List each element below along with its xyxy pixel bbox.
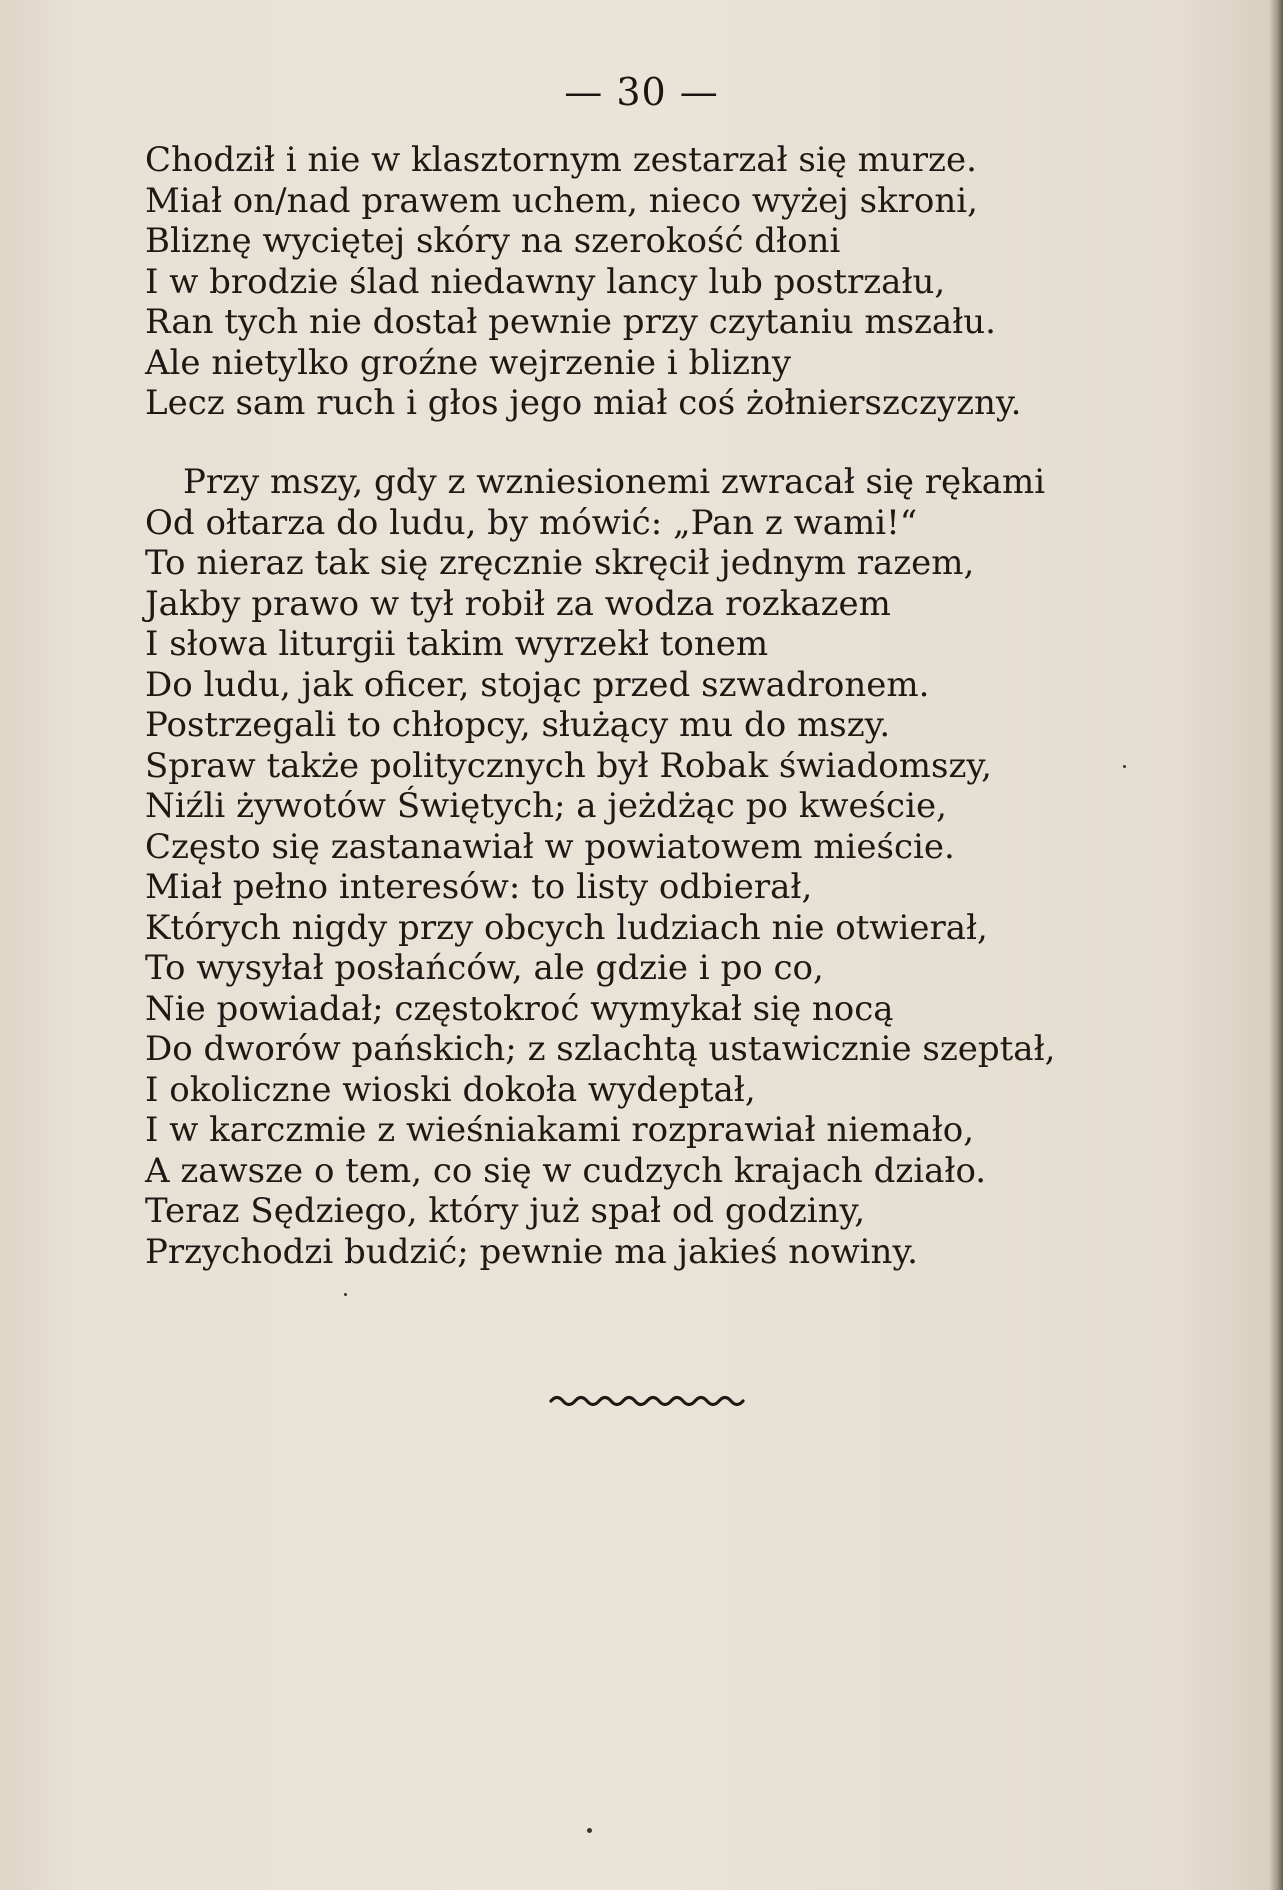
verse-line: Ale nietylko groźne wejrzenie i blizny xyxy=(145,342,792,383)
stanza-1 xyxy=(145,140,1155,424)
verse-line: Do ludu, jak oficer, stojąc przed szwadronem. xyxy=(145,664,930,705)
verse-line: I okoliczne wioski dokoła wydeptał, xyxy=(145,1069,756,1110)
stanza-2 xyxy=(145,462,1155,1272)
verse-line: Niźli żywotów Świętych; a jeżdżąc po kweście, xyxy=(145,786,947,826)
verse-line: Miał on/nad prawem uchem, nieco wyżej skroni, xyxy=(145,180,978,221)
verse-line: I w karczmie z wieśniakami rozprawiał niemało, xyxy=(145,1110,975,1150)
verse-line: Ran tych nie dostał pewnie przy czytaniu mszału. xyxy=(145,302,996,342)
verse-line: Nie powiadał; częstokroć wymykał się nocą xyxy=(145,988,894,1029)
print-speck xyxy=(1123,765,1126,768)
verse-line: I w brodzie ślad niedawny lancy lub postrzału, xyxy=(145,261,946,302)
verse-line: Których nigdy przy obcych ludziach nie otwierał, xyxy=(145,907,988,948)
wavy-rule-ornament xyxy=(549,1392,747,1410)
verse-line: To nieraz tak się zręcznie skręcił jednym razem, xyxy=(145,543,975,583)
print-speck xyxy=(587,1828,592,1833)
verse-line: Chodził i nie w klasztornym zestarzał się murze. xyxy=(145,140,977,180)
print-speck xyxy=(344,1293,347,1296)
verse-line: Lecz sam ruch i głos jego miał coś żołnierszczyzny. xyxy=(145,383,1022,423)
verse-line: Często się zastanawiał w powiatowem mieście. xyxy=(145,826,955,867)
verse-line: Jakby prawo w tył robił za wodza rozkazem xyxy=(145,583,891,624)
verse-line: A zawsze o tem, co się w cudzych krajach działo. xyxy=(145,1150,987,1191)
verse-line: Teraz Sędziego, który już spał od godziny, xyxy=(145,1191,866,1231)
verse-line: Przychodzi budzić; pewnie ma jakieś nowiny. xyxy=(145,1231,918,1272)
page-edge-shadow xyxy=(1269,0,1283,1890)
verse-line: Do dworów pańskich; z szlachtą ustawicznie szeptał, xyxy=(145,1029,1056,1069)
verse-line: Miał pełno interesów: to listy odbierał, xyxy=(145,867,813,907)
verse-line: I słowa liturgii takim wyrzekł tonem xyxy=(145,624,769,664)
verse-line: Przy mszy, gdy z wzniesionemi zwracał się rękami xyxy=(183,462,1046,502)
verse-line: Spraw także politycznych był Robak świadomszy, xyxy=(145,745,992,786)
verse-line: Od ołtarza do ludu, by mówić: „Pan z wami!“ xyxy=(145,502,918,543)
verse-line: Postrzegali to chłopcy, służący mu do mszy. xyxy=(145,705,891,745)
verse-line: To wysyłał posłańców, ale gdzie i po co, xyxy=(145,948,824,988)
verse-line: Bliznę wyciętej skóry na szerokość dłoni xyxy=(145,221,841,261)
page-number: — 30 — xyxy=(564,70,719,114)
